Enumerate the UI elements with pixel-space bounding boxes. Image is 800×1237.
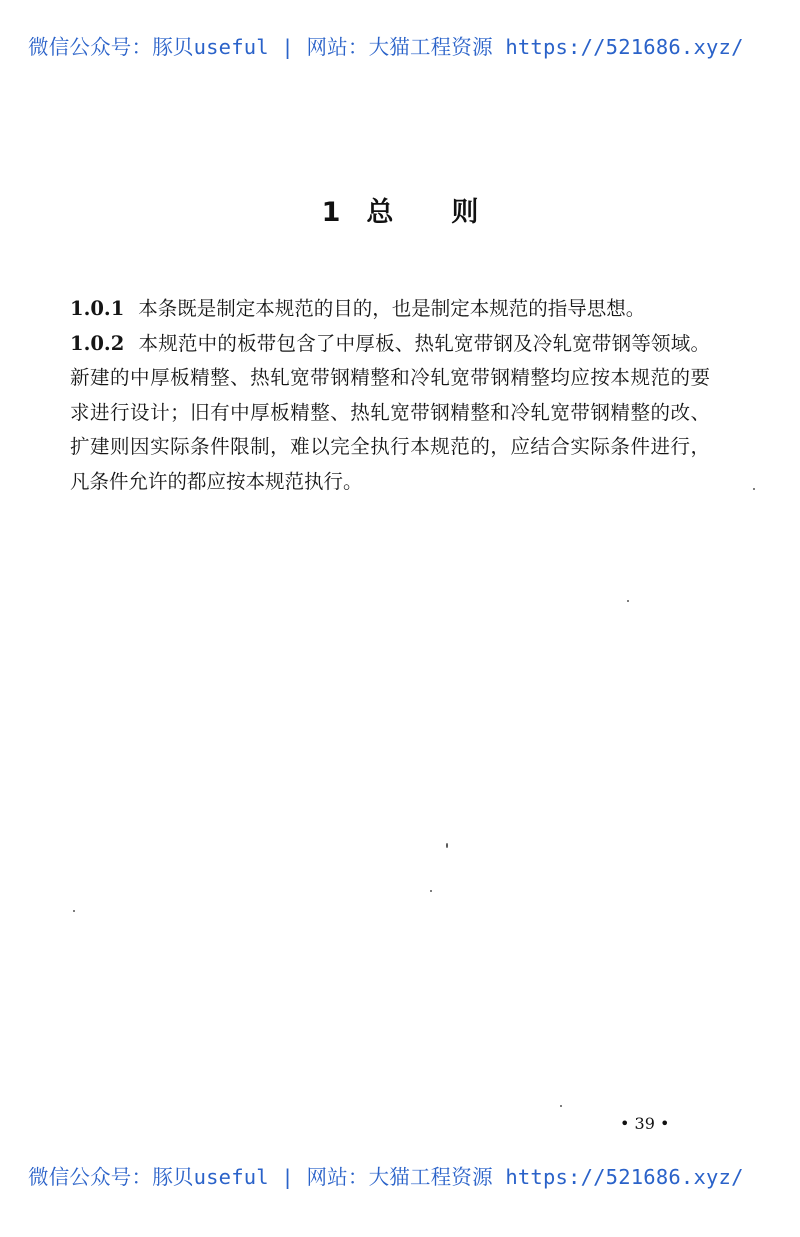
page-number: • 39 • (620, 1114, 670, 1133)
scan-speck (446, 843, 448, 848)
watermark-top: 微信公众号：豚贝useful | 网站：大猫工程资源 https://521686.xyz/ (28, 35, 744, 59)
scan-speck (73, 910, 75, 912)
scan-speck (430, 890, 432, 892)
chapter-title (0, 190, 800, 229)
chapter-content (70, 292, 710, 499)
clause-text: 本规范中的板带包含了中厚板、热轧宽带钢及冷轧宽带钢等领域。新建的中厚板精整、热轧宽带钢精整和冷轧宽带钢精整均应按本规范的要求进行设计；旧有中厚板精整、热轧宽带钢精整和冷轧宽带钢精整的改、扩建则因实际条件限制，难以完全执行本规范的，应结合实际条件进行，凡条件允许的都应按本规范执行。 (70, 331, 710, 493)
chapter-title-part1: 总 (366, 197, 394, 228)
clause-1-0-2 (70, 327, 710, 500)
clause-text: 本条既是制定本规范的目的，也是制定本规范的指导思想。 (138, 297, 646, 320)
scan-speck (627, 600, 629, 602)
scan-speck (753, 488, 755, 490)
scan-speck (560, 1105, 562, 1107)
clause-number: 1.0.2 (70, 331, 125, 355)
chapter-title-part2: 则 (451, 197, 479, 228)
clause-1-0-1 (70, 292, 710, 327)
clause-number: 1.0.1 (70, 297, 125, 320)
watermark-bottom: 微信公众号：豚贝useful | 网站：大猫工程资源 https://521686.xyz/ (28, 1165, 744, 1189)
chapter-number: 1 (321, 197, 341, 228)
